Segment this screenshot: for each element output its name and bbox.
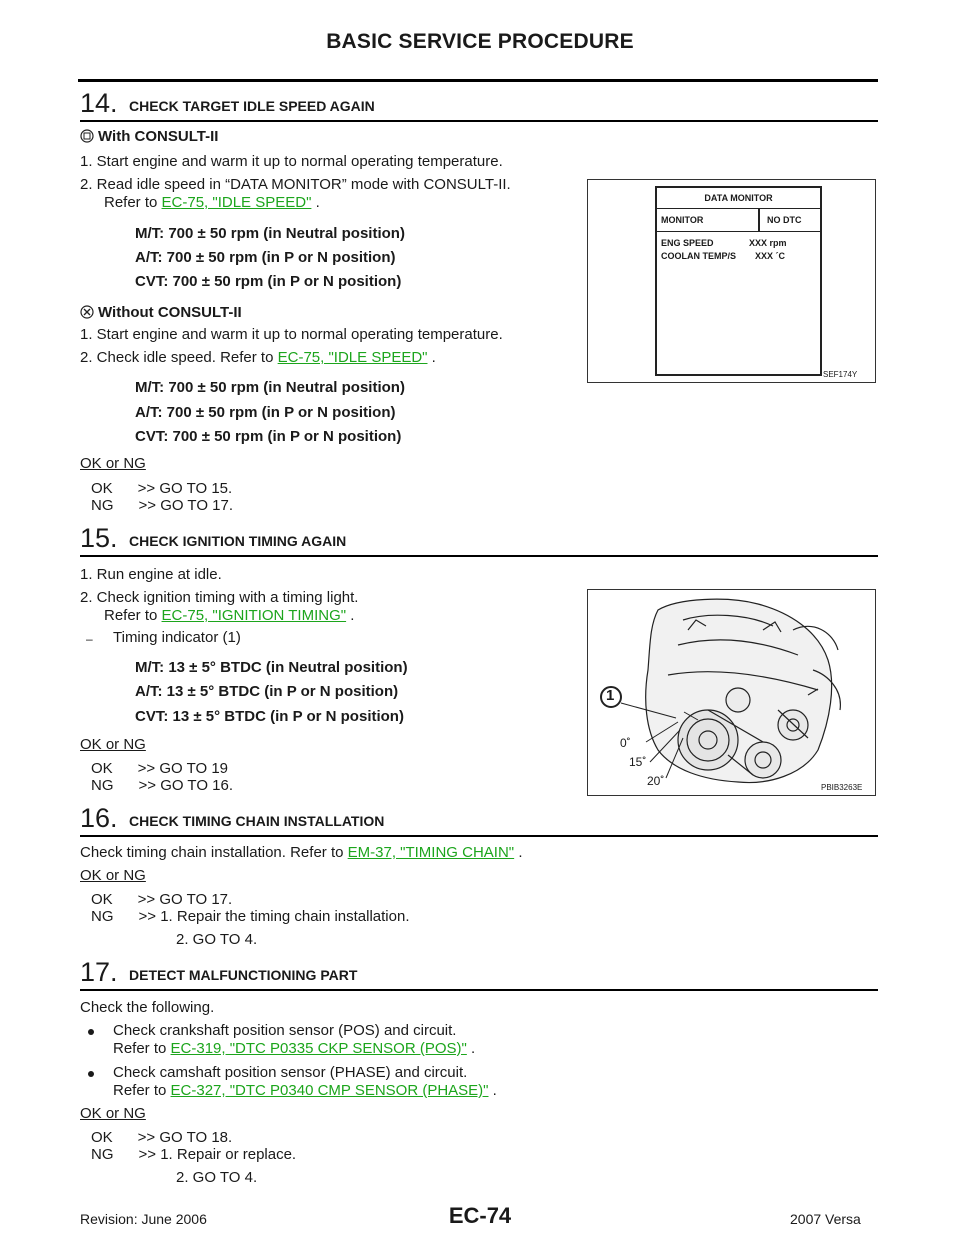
ng-result: NG >> 1. Repair the timing chain installation. (91, 908, 410, 925)
step-15-2-ref: Refer to EC-75, "IGNITION TIMING" . (104, 607, 355, 624)
ckp-sensor-link[interactable]: EC-319, "DTC P0335 CKP SENSOR (POS)" (170, 1040, 467, 1057)
step-14-without-1: 1. Start engine and warm it up to normal operating temperature. (80, 326, 503, 343)
spec-at: A/T: 700 ± 50 rpm (in P or N position) (135, 249, 396, 266)
step-14-header (80, 82, 878, 122)
engine-timing-figure (587, 589, 876, 796)
step-number: 16. (80, 803, 118, 833)
spec-mt-2: M/T: 700 ± 50 rpm (in Neutral position) (135, 379, 405, 396)
timing-mark-15: 15˚ (629, 755, 647, 769)
check-crankshaft-ref: Refer to EC-319, "DTC P0335 CKP SENSOR (POS)" . (113, 1040, 476, 1057)
timing-spec-at: A/T: 13 ± 5° BTDC (in P or N position) (135, 683, 399, 700)
step-16-text: Check timing chain installation. Refer to EM-37, "TIMING CHAIN" . (80, 844, 523, 861)
monitor-row1-name: ENG SPEED (661, 238, 714, 248)
step-number: 15. (80, 523, 118, 553)
monitor-column-header (657, 209, 820, 232)
no-consult-icon (80, 305, 94, 319)
monitor-screen (655, 186, 822, 376)
monitor-col-divider (758, 209, 760, 231)
ok-result: OK >> GO TO 15. (91, 480, 233, 497)
monitor-col2: NO DTC (767, 215, 802, 225)
step-14-with-2: 2. Read idle speed in “DATA MONITOR” mode with CONSULT-II. (80, 176, 511, 193)
dash-marker: – (86, 632, 93, 646)
spec-cvt: CVT: 700 ± 50 rpm (in P or N position) (135, 273, 402, 290)
footer-revision: Revision: June 2006 (80, 1211, 207, 1227)
consult-icon (80, 129, 94, 143)
monitor-col1: MONITOR (661, 215, 704, 225)
cmp-sensor-link[interactable]: EC-327, "DTC P0340 CMP SENSOR (PHASE)" (170, 1082, 489, 1099)
monitor-row2-name: COOLAN TEMP/S (661, 251, 737, 261)
step-title: CHECK TIMING CHAIN INSTALLATION (129, 813, 385, 829)
step-title: CHECK TARGET IDLE SPEED AGAIN (129, 98, 375, 114)
callout-1: 1 (606, 687, 615, 704)
step-15-1: 1. Run engine at idle. (80, 566, 222, 583)
step-14-with-2-ref: Refer to EC-75, "IDLE SPEED" . (104, 194, 320, 211)
data-monitor-figure (587, 179, 876, 383)
ok-ng-label: OK or NG (80, 867, 146, 884)
ok-result: OK >> GO TO 19 (91, 760, 229, 777)
step-number: 17. (80, 957, 118, 987)
step-title: DETECT MALFUNCTIONING PART (129, 967, 358, 983)
idle-speed-link-2[interactable]: EC-75, "IDLE SPEED" (277, 349, 428, 366)
without-consult-label: Without CONSULT-II (80, 304, 242, 322)
step-17-header (80, 951, 878, 991)
ng-result: NG >> 1. Repair or replace. (91, 1146, 297, 1163)
spec-at-2: A/T: 700 ± 50 rpm (in P or N position) (135, 404, 396, 421)
ok-ng-label: OK or NG (80, 736, 146, 753)
ignition-timing-link[interactable]: EC-75, "IGNITION TIMING" (161, 607, 347, 624)
bullet (88, 1029, 94, 1035)
ng-result: NG >> GO TO 17. (91, 497, 234, 514)
step-17-intro: Check the following. (80, 999, 215, 1016)
spec-mt: M/T: 700 ± 50 rpm (in Neutral position) (135, 225, 405, 242)
timing-mark-0: 0˚ (620, 736, 631, 750)
timing-mark-20: 20˚ (647, 774, 665, 788)
step-14-without-2: 2. Check idle speed. Refer to EC-75, "IDLE SPEED" . (80, 349, 436, 366)
timing-spec-mt: M/T: 13 ± 5° BTDC (in Neutral position) (135, 659, 408, 676)
ok-result: OK >> GO TO 17. (91, 891, 233, 908)
step-14-with-1: 1. Start engine and warm it up to normal operating temperature. (80, 153, 503, 170)
with-consult-label: With CONSULT-II (80, 128, 218, 146)
idle-speed-link[interactable]: EC-75, "IDLE SPEED" (161, 194, 312, 211)
footer-page-number: EC-74 (448, 1203, 512, 1228)
monitor-row1-value: XXX rpm (749, 238, 787, 248)
figure-code: SEF174Y (823, 370, 858, 379)
figure-code: PBIB3263E (821, 783, 863, 792)
footer-model: 2007 Versa (790, 1211, 861, 1227)
step-16-header (80, 797, 878, 837)
ng-result: NG >> GO TO 16. (91, 777, 234, 794)
ok-ng-label: OK or NG (80, 1105, 146, 1122)
check-camshaft: Check camshaft position sensor (PHASE) and circuit. (113, 1064, 468, 1081)
monitor-title: DATA MONITOR (657, 188, 820, 209)
step-title: CHECK IGNITION TIMING AGAIN (129, 533, 347, 549)
bullet (88, 1071, 94, 1077)
check-crankshaft: Check crankshaft position sensor (POS) and circuit. (113, 1022, 457, 1039)
step-15-2: 2. Check ignition timing with a timing light. (80, 589, 359, 606)
spec-cvt-2: CVT: 700 ± 50 rpm (in P or N position) (135, 428, 402, 445)
ok-result: OK >> GO TO 18. (91, 1129, 233, 1146)
timing-chain-link[interactable]: EM-37, "TIMING CHAIN" (347, 844, 515, 861)
check-camshaft-ref: Refer to EC-327, "DTC P0340 CMP SENSOR (PHASE)" . (113, 1082, 497, 1099)
ng-result-2: 2. GO TO 4. (176, 931, 258, 948)
ng-result-2: 2. GO TO 4. (176, 1169, 258, 1186)
page-title: BASIC SERVICE PROCEDURE (326, 30, 634, 53)
step-15-header (80, 517, 878, 557)
step-number: 14. (80, 88, 118, 118)
timing-indicator-note: Timing indicator (1) (113, 629, 241, 646)
timing-spec-cvt: CVT: 13 ± 5° BTDC (in P or N position) (135, 708, 404, 725)
monitor-row2-value: XXX ´C (755, 251, 786, 261)
ok-ng-label: OK or NG (80, 455, 146, 472)
